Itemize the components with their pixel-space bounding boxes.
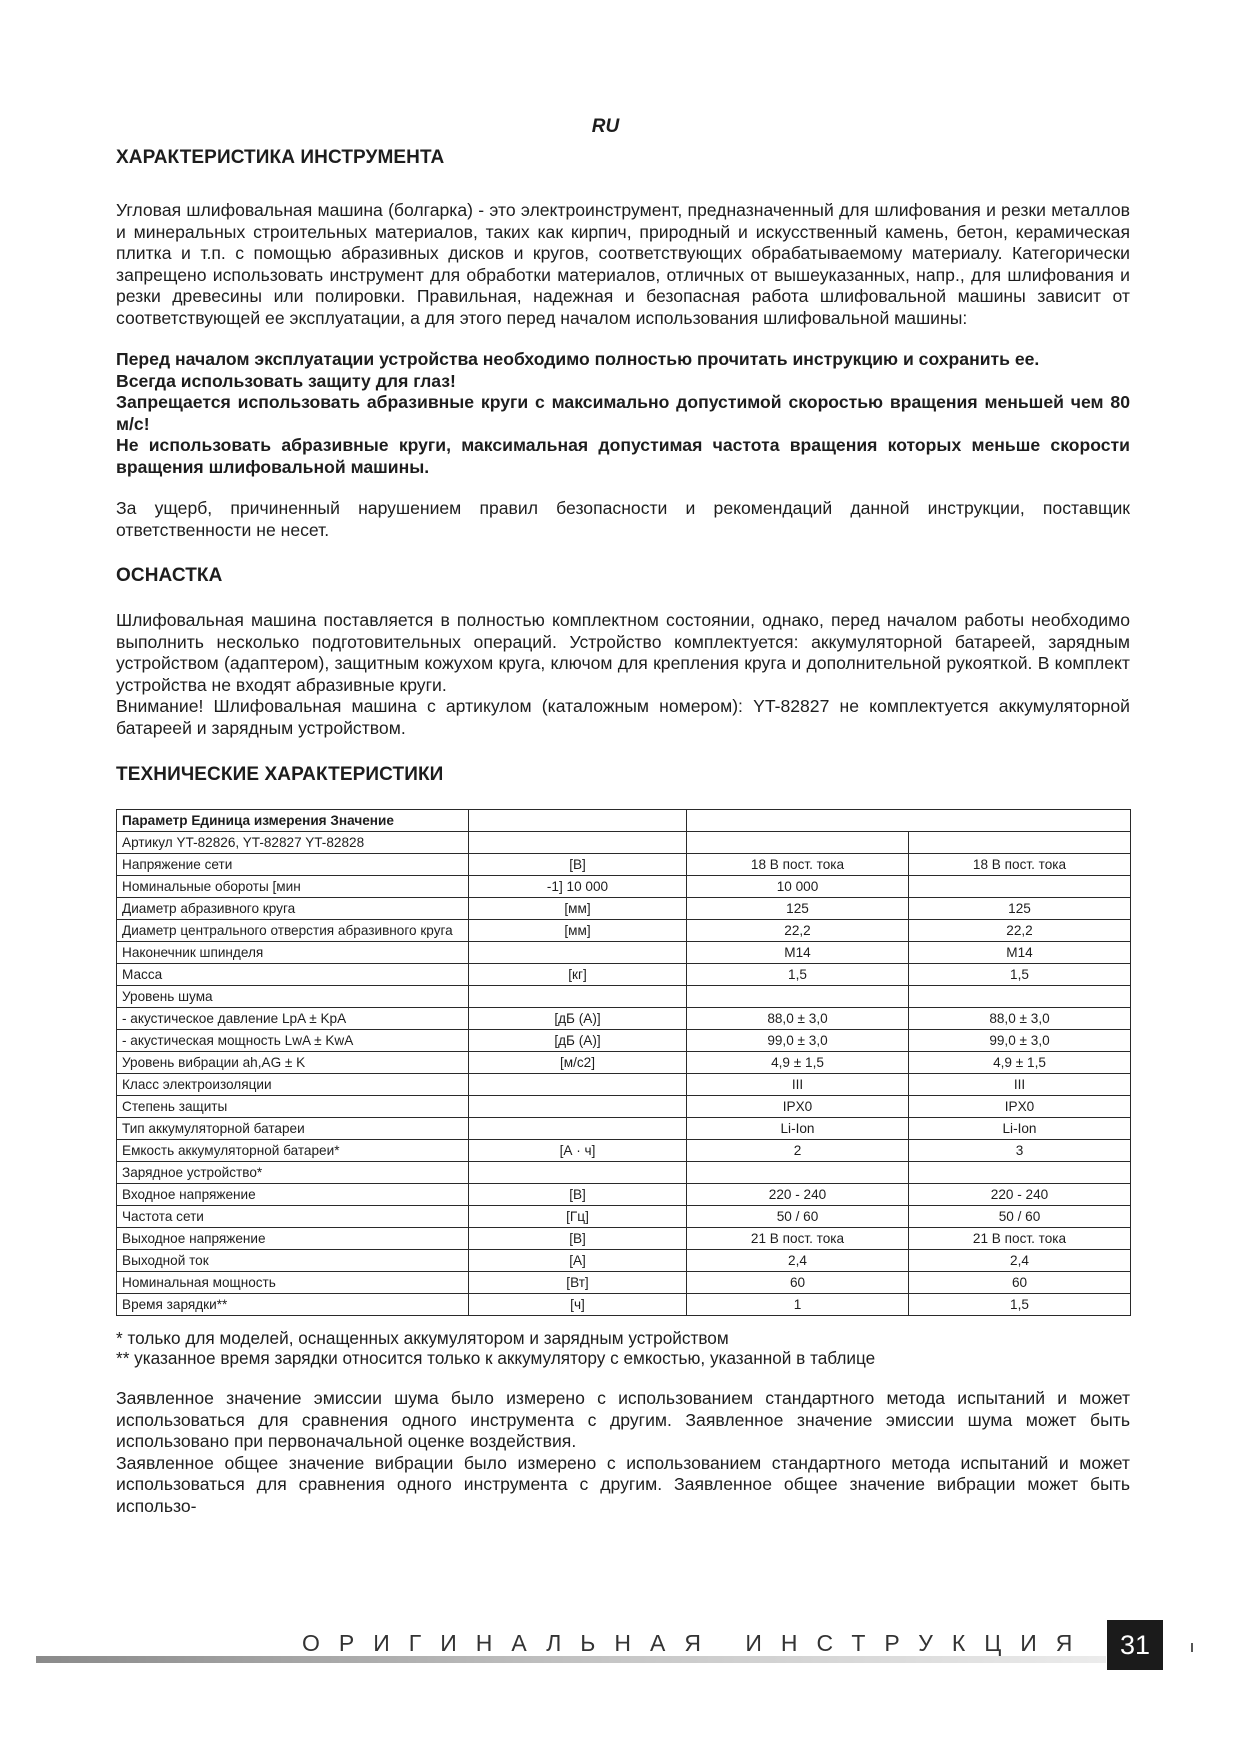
unit-cell: [кг] [469, 964, 687, 986]
value-1-cell: 22,2 [687, 920, 909, 942]
value-2-cell: 1,5 [909, 964, 1131, 986]
footer-gradient-bar [36, 1656, 1106, 1663]
value-2-cell: 3 [909, 1140, 1131, 1162]
param-cell: Диаметр центрального отверстия абразивного круга [117, 920, 469, 942]
value-1-cell: 60 [687, 1272, 909, 1294]
param-cell: Зарядное устройство* [117, 1162, 469, 1184]
table-row [117, 986, 1131, 1008]
table-row [117, 1228, 1131, 1250]
vibration-paragraph: Заявленное общее значение вибрации было измерено с использованием стандартного метода испытаний и может использоваться для сравнения одного инструмента с другим. Заявленное общее значение вибрации может быть использо- [116, 1452, 1130, 1516]
value-2-cell: 99,0 ± 3,0 [909, 1030, 1131, 1052]
page-number: 31 [1107, 1620, 1163, 1670]
param-cell: Степень защиты [117, 1096, 469, 1118]
value-2-cell: 125 [909, 898, 1131, 920]
table-row [117, 1272, 1131, 1294]
footer-tick [1191, 1643, 1193, 1652]
language-label: RU [591, 116, 620, 137]
value-2-cell: 4,9 ± 1,5 [909, 1052, 1131, 1074]
table-row [117, 876, 1131, 898]
unit-cell: [В] [469, 854, 687, 876]
footer-title: ОРИГИНАЛЬНАЯ ИНСТРУКЦИЯ [302, 1630, 1092, 1656]
unit-cell: -1] 10 000 [469, 876, 687, 898]
value-1-cell: 1,5 [687, 964, 909, 986]
noise-emission-paragraph: Заявленное значение эмиссии шума было измерено с использованием стандартного метода испытаний и может использоваться для сравнения одного инструмента с другим. Заявленное значение эмиссии шума может быть использовано при первоначальной оценке воздействия. [116, 1388, 1130, 1451]
value-1-cell: M14 [687, 942, 909, 964]
value-1-cell: 2,4 [687, 1250, 909, 1272]
value-2-cell: III [909, 1074, 1131, 1096]
param-cell: Выходной ток [117, 1250, 469, 1272]
table-body [117, 854, 1131, 1316]
param-cell: Уровень вибрации ah,AG ± K [117, 1052, 469, 1074]
table-row [117, 1052, 1131, 1074]
note-charging-time: ** указанное время зарядки относится только к аккумулятору с емкостью, указанной в таблице [116, 1348, 876, 1368]
unit-cell: [мм] [469, 898, 687, 920]
value-2-cell: 220 - 240 [909, 1184, 1131, 1206]
value-2-cell: 50 / 60 [909, 1206, 1131, 1228]
unit-cell [469, 1096, 687, 1118]
value-1-cell: IPX0 [687, 1096, 909, 1118]
table-row [117, 942, 1131, 964]
table-row [117, 1140, 1131, 1162]
value-1-cell: III [687, 1074, 909, 1096]
article-cell: Артикул YT-82826, YT-82827 YT-82828 [117, 832, 469, 854]
section-title-characteristics: ХАРАКТЕРИСТИКА ИНСТРУМЕНТА [116, 147, 445, 168]
table-row [117, 1074, 1131, 1096]
unit-cell: [Вт] [469, 1272, 687, 1294]
table-notes [116, 1328, 1130, 1368]
unit-cell [469, 986, 687, 1008]
table-row [117, 1008, 1131, 1030]
value-1-cell: 1 [687, 1294, 909, 1316]
param-cell: Номинальные обороты [мин [117, 876, 469, 898]
value-1-cell: 125 [687, 898, 909, 920]
note-battery-models: * только для моделей, оснащенных аккумулятором и зарядным устройством [116, 1328, 729, 1348]
unit-cell [469, 1162, 687, 1184]
value-2-cell: 22,2 [909, 920, 1131, 942]
value-2-cell [909, 986, 1131, 1008]
table-row [117, 854, 1131, 876]
table-row [117, 920, 1131, 942]
unit-cell: [А · ч] [469, 1140, 687, 1162]
table-row [117, 1096, 1131, 1118]
table-header-cell: Параметр Единица измерения Значение [117, 810, 469, 832]
param-cell: Емкость аккумуляторной батареи* [117, 1140, 469, 1162]
equipment-attention: Внимание! Шлифовальная машина с артикулом (каталожным номером): YT-82827 не комплектуется аккумуляторной батареей и зарядным устройством. [116, 696, 1130, 738]
value-2-cell: 88,0 ± 3,0 [909, 1008, 1131, 1030]
value-1-cell: 21 В пост. тока [687, 1228, 909, 1250]
param-cell: Уровень шума [117, 986, 469, 1008]
param-cell: - акустическое давление LpA ± KpA [117, 1008, 469, 1030]
table-article-row [117, 832, 1131, 854]
value-1-cell: 2 [687, 1140, 909, 1162]
liability-paragraph: За ущерб, причиненный нарушением правил безопасности и рекомендаций данной инструкции, поставщик ответственности не несет. [116, 498, 1130, 540]
value-2-cell [909, 876, 1131, 898]
table-row [117, 1294, 1131, 1316]
unit-cell: [А] [469, 1250, 687, 1272]
table-row [117, 898, 1131, 920]
value-1-cell: 10 000 [687, 876, 909, 898]
unit-cell: [мм] [469, 920, 687, 942]
warnings-block [116, 349, 1130, 478]
warning-eye-protection: Всегда использовать защиту для глаз! [116, 370, 456, 391]
table-row [117, 964, 1131, 986]
param-cell: Входное напряжение [117, 1184, 469, 1206]
specs-table [116, 809, 1131, 1316]
unit-cell: [Гц] [469, 1206, 687, 1228]
value-2-cell: Li-Ion [909, 1118, 1131, 1140]
unit-cell: [ч] [469, 1294, 687, 1316]
value-1-cell: 50 / 60 [687, 1206, 909, 1228]
equipment-paragraph: Шлифовальная машина поставляется в полностью комплектном состоянии, однако, перед началом работы необходимо выполнить несколько подготовительных операций. Устройство комплектуется: аккумуляторной батареей, зарядным устройством (адаптером), защитным кожухом круга, ключом для крепления круга и дополнительной рукояткой. В комплект устройства не входят абразивные круги. [116, 610, 1130, 695]
unit-cell: [В] [469, 1228, 687, 1250]
warning-read-manual: Перед началом эксплуатации устройства необходимо полностью прочитать инструкцию и сохранить ее. [116, 349, 1040, 369]
unit-cell [469, 1118, 687, 1140]
table-row [117, 1206, 1131, 1228]
table-header-row [117, 810, 1131, 832]
table-row [117, 1118, 1131, 1140]
value-2-cell: 2,4 [909, 1250, 1131, 1272]
param-cell: Диаметр абразивного круга [117, 898, 469, 920]
table-row [117, 1250, 1131, 1272]
unit-cell: [дБ (А)] [469, 1030, 687, 1052]
param-cell: Тип аккумуляторной батареи [117, 1118, 469, 1140]
value-1-cell: 220 - 240 [687, 1184, 909, 1206]
value-1-cell: 88,0 ± 3,0 [687, 1008, 909, 1030]
unit-cell: [В] [469, 1184, 687, 1206]
table-row [117, 1030, 1131, 1052]
value-1-cell: 18 В пост. тока [687, 854, 909, 876]
value-1-cell [687, 986, 909, 1008]
value-2-cell: 21 В пост. тока [909, 1228, 1131, 1250]
param-cell: Номинальная мощность [117, 1272, 469, 1294]
value-1-cell: Li-Ion [687, 1118, 909, 1140]
warning-wheel-rpm: Не использовать абразивные круги, максимальная допустимая частота вращения которых меньше скорости вращения шлифовальной машины. [116, 435, 1130, 477]
value-2-cell: 18 В пост. тока [909, 854, 1131, 876]
unit-cell: [дБ (А)] [469, 1008, 687, 1030]
param-cell: - акустическая мощность LwA ± KwA [117, 1030, 469, 1052]
unit-cell [469, 1074, 687, 1096]
unit-cell [469, 942, 687, 964]
param-cell: Класс электроизоляции [117, 1074, 469, 1096]
param-cell: Наконечник шпинделя [117, 942, 469, 964]
value-2-cell: 60 [909, 1272, 1131, 1294]
table-row [117, 1162, 1131, 1184]
unit-cell: [м/с2] [469, 1052, 687, 1074]
value-2-cell: IPX0 [909, 1096, 1131, 1118]
value-1-cell: 99,0 ± 3,0 [687, 1030, 909, 1052]
table-row [117, 1184, 1131, 1206]
param-cell: Время зарядки** [117, 1294, 469, 1316]
param-cell: Выходное напряжение [117, 1228, 469, 1250]
value-2-cell: M14 [909, 942, 1131, 964]
value-1-cell [687, 1162, 909, 1184]
warning-wheel-speed: Запрещается использовать абразивные круги с максимально допустимой скоростью вращения меньшей чем 80 м/с! [116, 392, 1130, 434]
characteristics-paragraph: Угловая шлифовальная машина (болгарка) - это электроинструмент, предназначенный для шлифования и резки металлов и минеральных строительных материалов, таких как кирпич, природный и искусственный камень, бетон, керамическая плитка и т.п. с помощью абразивных дисков и кругов, соответствующих обрабатываемому материалу. Категорически запрещено использовать инструмент для обработки материалов, отличных от вышеуказанных, напр., для шлифования и резки древесины или полировки. Правильная, надежная и безопасная работа шлифовальной машины зависит от соответствующей ее эксплуатации, а для этого перед началом использования шлифовальной машины: [116, 200, 1130, 328]
value-2-cell [909, 1162, 1131, 1184]
param-cell: Напряжение сети [117, 854, 469, 876]
section-title-specs: ТЕХНИЧЕСКИЕ ХАРАКТЕРИСТИКИ [116, 764, 444, 785]
page-content [116, 146, 1130, 1517]
param-cell: Масса [117, 964, 469, 986]
param-cell: Частота сети [117, 1206, 469, 1228]
value-1-cell: 4,9 ± 1,5 [687, 1052, 909, 1074]
value-2-cell: 1,5 [909, 1294, 1131, 1316]
section-title-equipment: ОСНАСТКА [116, 565, 223, 586]
